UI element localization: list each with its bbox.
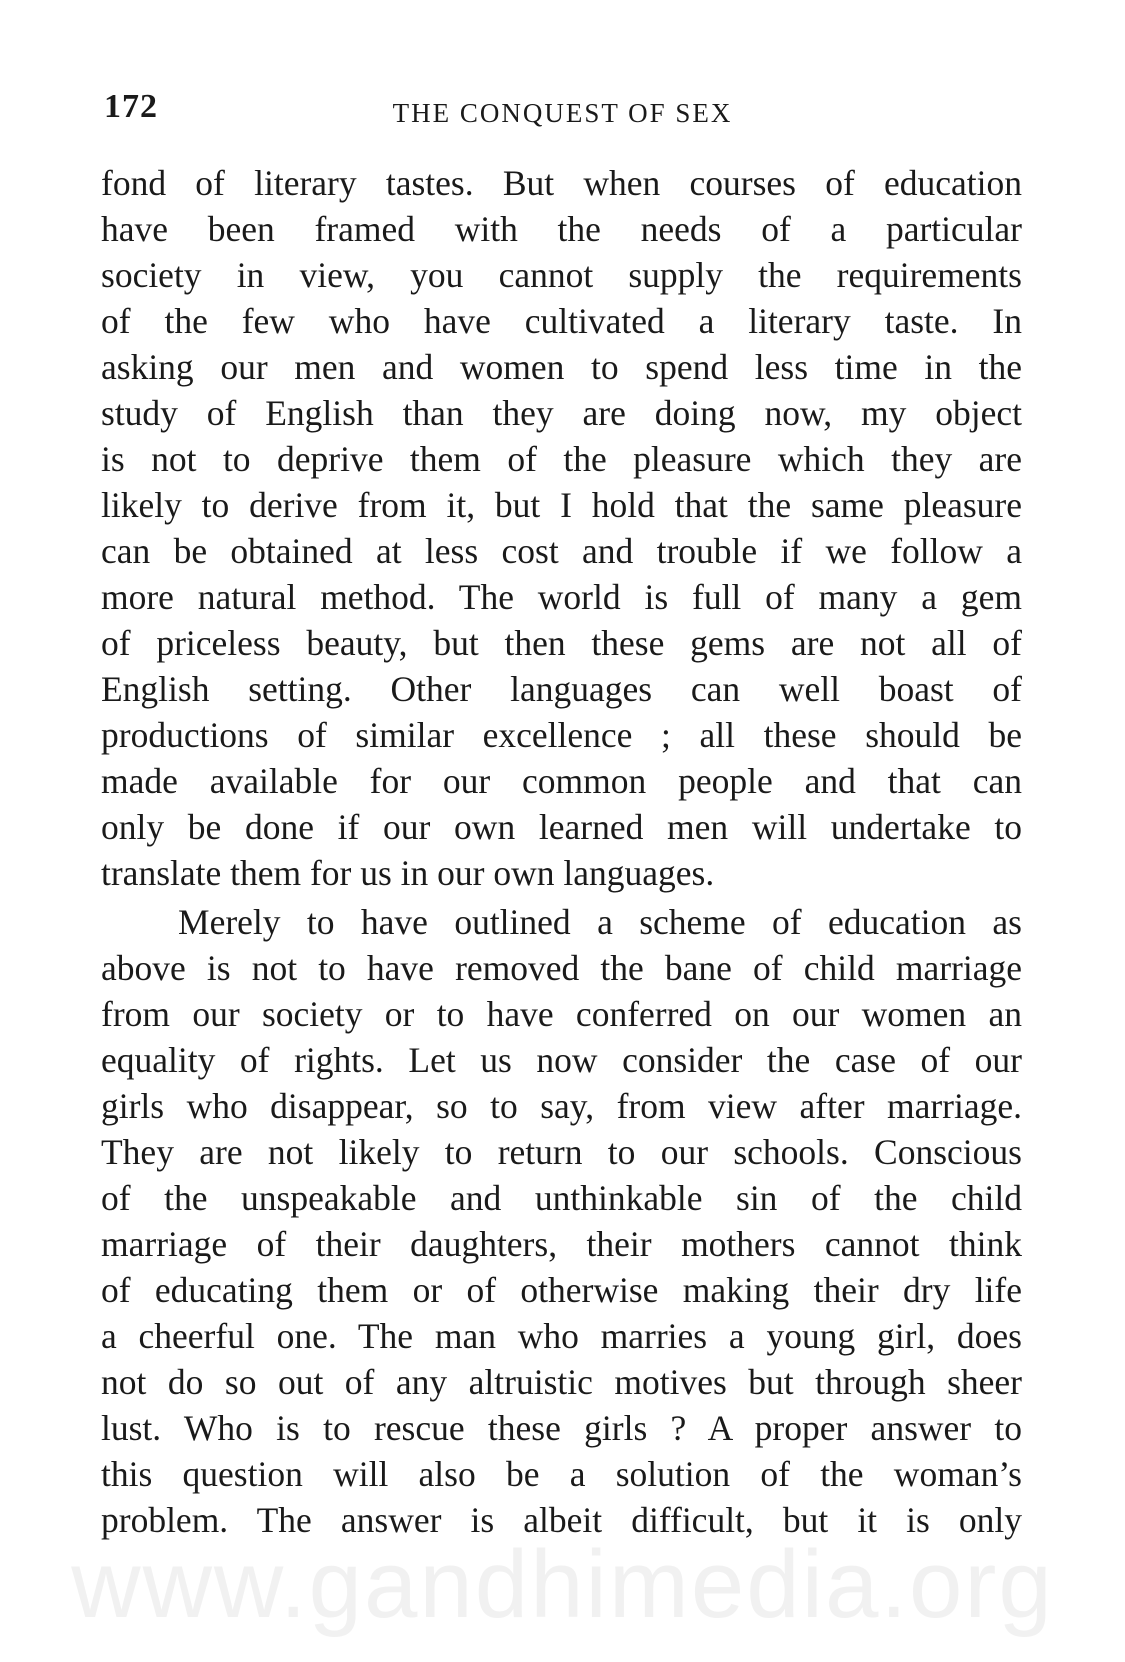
text-line: Merely to have outlined a scheme of education as [178, 902, 1022, 942]
text-line: not do so out of any altruistic motives but through sheer [101, 1362, 1022, 1402]
running-title: THE CONQUEST OF SEX [392, 98, 733, 128]
text-line: likely to derive from it, but I hold that the same pleasure [101, 485, 1022, 525]
text-line: girls who disappear, so to say, from view after marriage. [101, 1086, 1022, 1126]
paragraph [101, 899, 1022, 1543]
text-line: this question will also be a solution of the woman’s [101, 1454, 1022, 1494]
text-line: from our society or to have conferred on our women an [101, 994, 1022, 1034]
watermark: www.gandhimedia.org [71, 1531, 1054, 1638]
text-line: made available for our common people and that can [101, 761, 1022, 801]
text-line: English setting. Other languages can well boast of [101, 669, 1022, 709]
text-line: asking our men and women to spend less time in the [101, 347, 1022, 387]
text-line: fond of literary tastes. But when courses of education [101, 163, 1022, 203]
text-line: society in view, you cannot supply the requirements [101, 255, 1022, 295]
text-line: a cheerful one. The man who marries a young girl, does [101, 1316, 1022, 1356]
text-line: of educating them or of otherwise making their dry life [101, 1270, 1022, 1310]
text-line: can be obtained at less cost and trouble if we follow a [101, 531, 1022, 571]
text-line: of the few who have cultivated a literary taste. In [101, 301, 1022, 341]
text-line: only be done if our own learned men will undertake to [101, 807, 1022, 847]
text-line: productions of similar excellence ; all these should be [101, 715, 1022, 755]
text-line: of the unspeakable and unthinkable sin of the child [101, 1178, 1022, 1218]
text-line: have been framed with the needs of a particular [101, 209, 1022, 249]
text-line: lust. Who is to rescue these girls ? A proper answer to [101, 1408, 1022, 1448]
page-body [101, 160, 1022, 1543]
paragraph [101, 160, 1022, 896]
text-line: equality of rights. Let us now consider the case of our [101, 1040, 1022, 1080]
text-line: of priceless beauty, but then these gems are not all of [101, 623, 1022, 663]
text-line: They are not likely to return to our schools. Conscious [101, 1132, 1022, 1172]
text-line: more natural method. The world is full of many a gem [101, 577, 1022, 617]
page-number: 172 [104, 88, 158, 125]
text-line: problem. The answer is albeit difficult, but it is only [101, 1500, 1022, 1540]
text-line: study of English than they are doing now, my object [101, 393, 1022, 433]
text-line: above is not to have removed the bane of child marriage [101, 948, 1022, 988]
text-line: is not to deprive them of the pleasure which they are [101, 439, 1022, 479]
text-line: translate them for us in our own languages. [101, 853, 715, 893]
text-line: marriage of their daughters, their mothers cannot think [101, 1224, 1022, 1264]
